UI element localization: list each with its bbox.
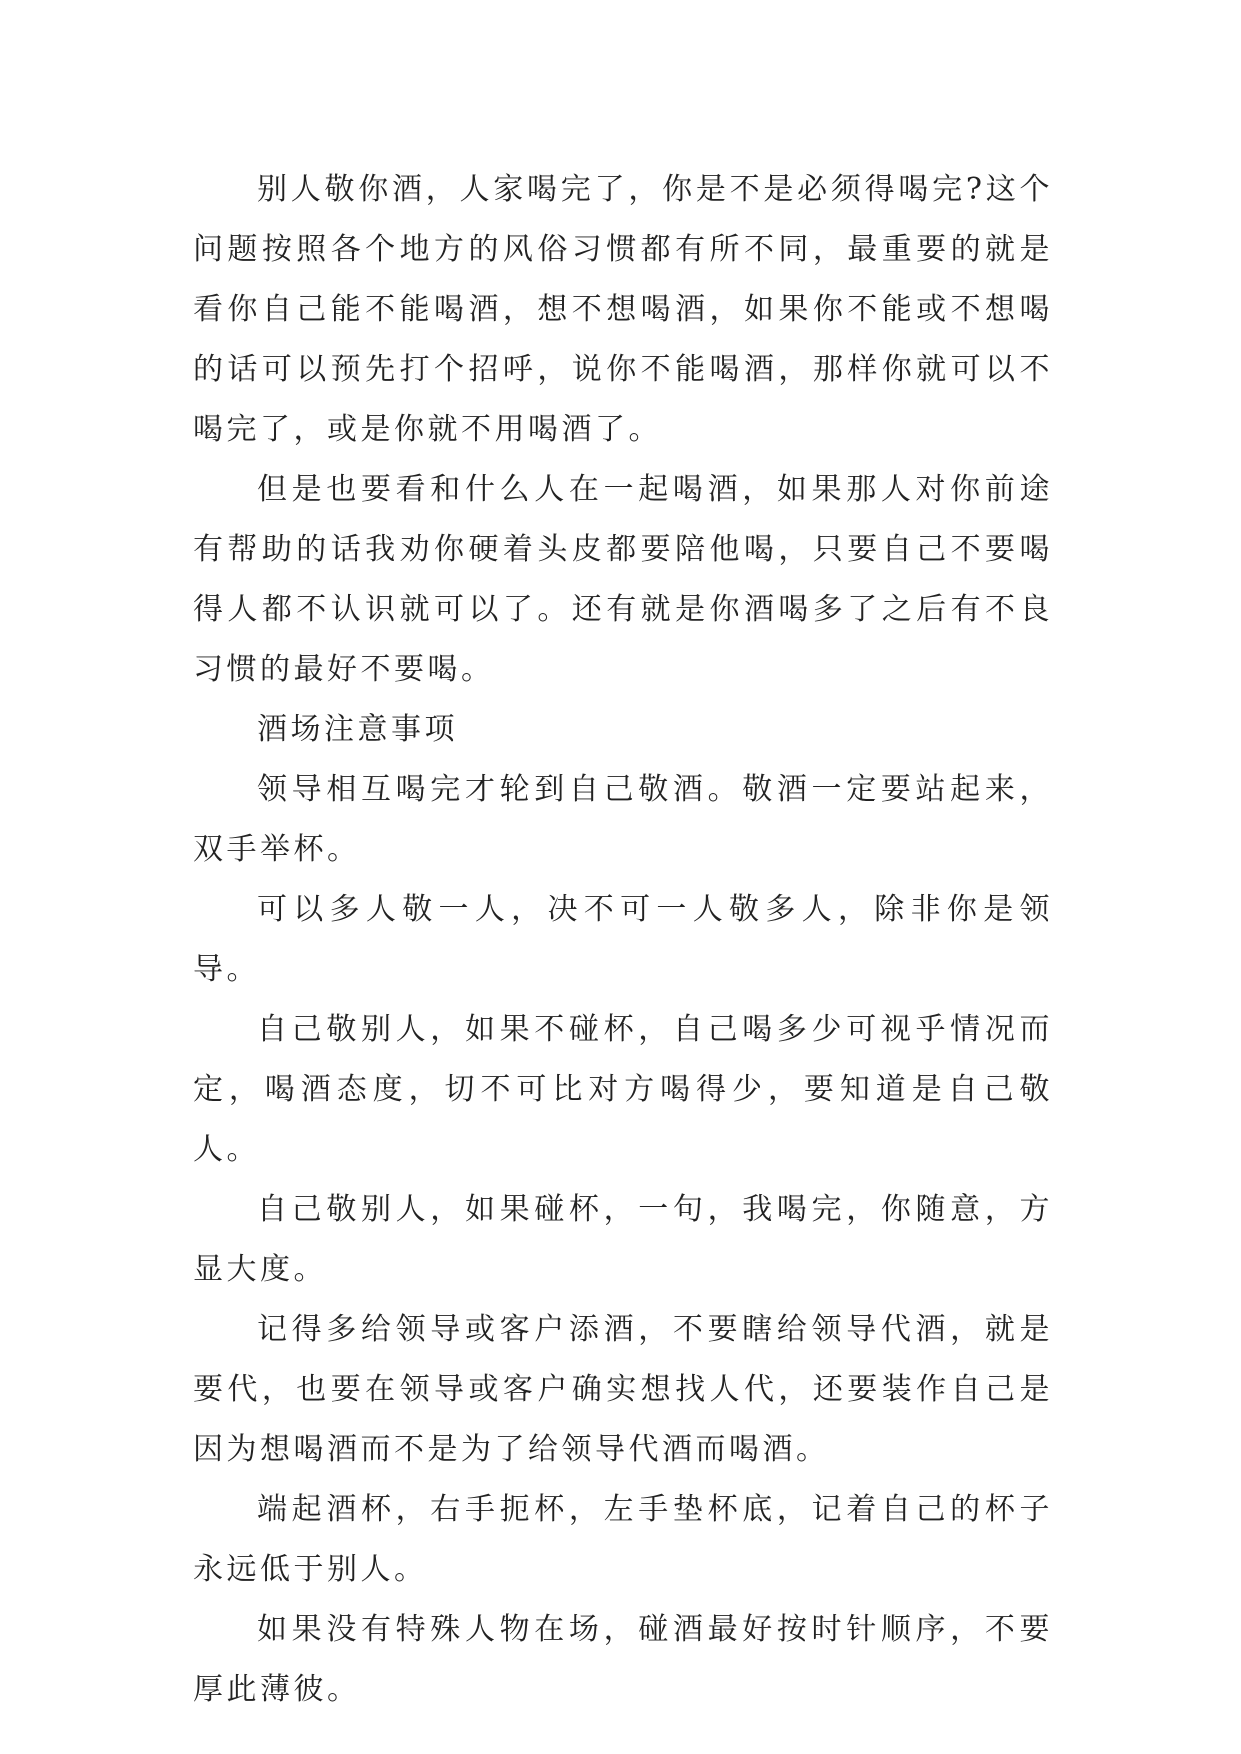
paragraph: 记得多给领导或客户添酒，不要瞎给领导代酒，就是要代，也要在领导或客户确实想找人代，还要装作自己是因为想喝酒而不是为了给领导代酒而喝酒。 [193, 1312, 1053, 1467]
paragraph: 领导相互喝完才轮到自己敬酒。敬酒一定要站起来，双手举杯。 [193, 772, 1053, 867]
paragraph: 端起酒杯，右手扼杯，左手垫杯底，记着自己的杯子永远低于别人。 [193, 1492, 1053, 1587]
paragraph: 自己敬别人，如果不碰杯，自己喝多少可视乎情况而定，喝酒态度，切不可比对方喝得少，要知道是自己敬人。 [193, 1012, 1053, 1167]
paragraph: 别人敬你酒，人家喝完了，你是不是必须得喝完?这个问题按照各个地方的风俗习惯都有所不同，最重要的就是看你自己能不能喝酒，想不想喝酒，如果你不能或不想喝的话可以预先打个招呼，说你不能喝酒，那样你就可以不喝完了，或是你就不用喝酒了。 [193, 172, 1053, 447]
paragraph: 但是也要看和什么人在一起喝酒，如果那人对你前途有帮助的话我劝你硬着头皮都要陪他喝，只要自己不要喝得人都不认识就可以了。还有就是你酒喝多了之后有不良习惯的最好不要喝。 [193, 472, 1053, 687]
paragraph: 自己敬别人，如果碰杯，一句，我喝完，你随意，方显大度。 [193, 1192, 1053, 1287]
paragraph: 如果没有特殊人物在场，碰酒最好按时针顺序，不要厚此薄彼。 [193, 1612, 1053, 1707]
document-body [193, 160, 1053, 1720]
paragraph: 可以多人敬一人，决不可一人敬多人，除非你是领导。 [193, 892, 1053, 987]
section-heading: 酒场注意事项 [257, 712, 458, 747]
